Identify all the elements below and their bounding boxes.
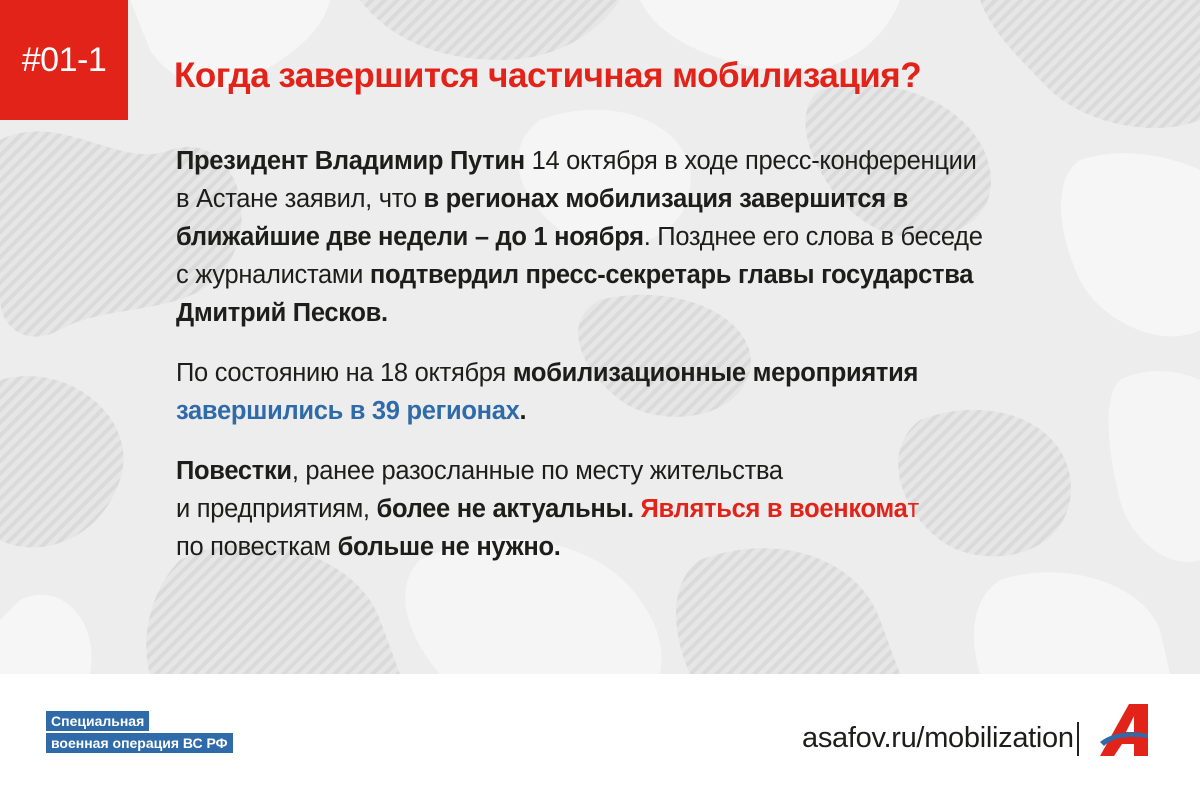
red-a-logo-icon [1096, 700, 1156, 760]
text-bold: Дмитрий Песков. [176, 299, 388, 327]
svo-label-line1: Специальная [46, 711, 149, 731]
svo-label [46, 711, 233, 755]
footer-divider [1077, 722, 1079, 756]
article-body [176, 142, 1136, 588]
text: и предприятиям, [176, 495, 377, 523]
text: . Позднее его слова в беседе [643, 223, 983, 251]
text-bold: подтвердил пресс-секретарь главы государства [369, 261, 974, 289]
text: 14 октября в ходе пресс-конференции [524, 147, 977, 175]
text-bold: Президент Владимир Путин [176, 147, 525, 175]
svo-label-line2: военная операция ВС РФ [46, 733, 233, 753]
text: с журналистами [176, 261, 370, 289]
text-bold: больше не нужно. [337, 533, 561, 561]
text-bold: . [626, 495, 641, 523]
text-highlight-red: Являться в военкома [640, 495, 908, 523]
text: , ранее разосланные по месту жительства [291, 457, 783, 485]
page-title: Когда завершится частичная мобилизация? [174, 56, 922, 95]
text-bold: . [519, 397, 527, 425]
paragraph-summons [176, 452, 1136, 566]
paragraph-regions-status [176, 354, 1136, 430]
text-bold: мобилизационные мероприятия [512, 359, 919, 387]
badge-number: #01-1 [0, 0, 128, 120]
footer-url: asafov.ru/mobilization [802, 722, 1074, 754]
text-highlight-red: т [907, 495, 919, 523]
text-highlight-blue: завершились в 39 регионах [176, 397, 520, 425]
text: по повесткам [176, 533, 338, 561]
text-bold: ближайшие две недели – до 1 ноября [176, 223, 644, 251]
text: По состоянию на 18 октября [176, 359, 513, 387]
text-bold: Повестки [176, 457, 292, 485]
text-bold: в регионах мобилизация завершится в [423, 185, 908, 213]
text-bold: более не актуальны [376, 495, 627, 523]
paragraph-putin-statement [176, 142, 1136, 332]
text: в Астане заявил, что [176, 185, 424, 213]
